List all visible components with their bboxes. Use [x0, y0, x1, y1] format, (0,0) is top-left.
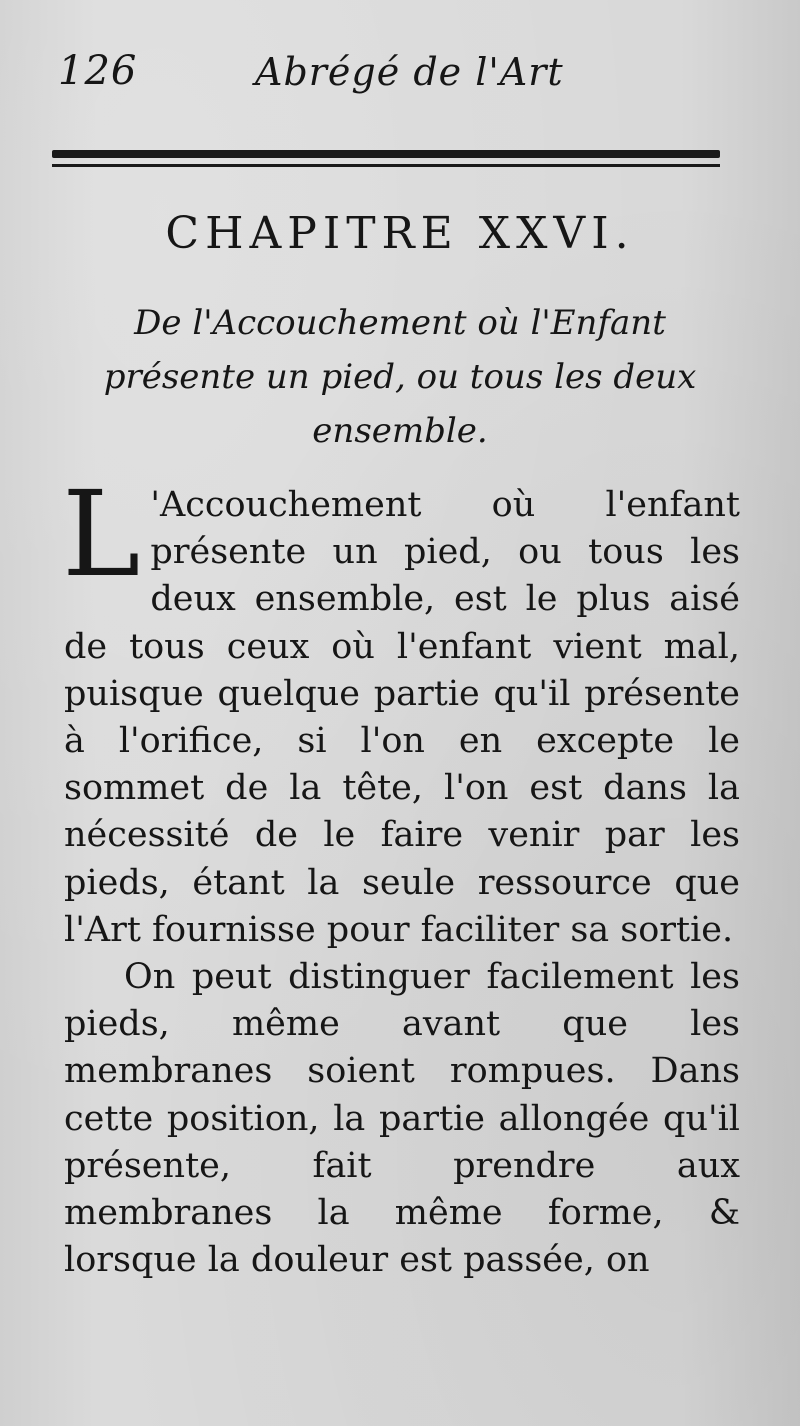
running-header — [0, 48, 800, 108]
page-number: 126 — [58, 48, 138, 94]
paragraph-1 — [62, 465, 740, 954]
chapter-subtitle: De l'Accouchement où l'Enfant présente un pied, ou tous les deux ensemble. — [103, 303, 697, 451]
paragraph-2-text: On peut distinguer facilement les pieds, même avant que les membranes soient rompues. Dans cette position, la partie allongée qu'il présente, fait prendre aux membranes la même forme, & lorsque la douleur est passée, on — [64, 957, 740, 1281]
paragraph-2 — [64, 954, 740, 1284]
header-rule-thin — [52, 164, 720, 167]
paragraph-1-text: 'Accouchement où l'enfant présente un pied, ou tous les deux ensemble, est le plus aisé de tous ceux où l'enfant vient mal, puisque quelque partie qu'il présente à l'orifice, si l'on en excepte le sommet de la tête, l'on est dans la nécessité de le faire venir par les pieds, étant la seule ressource que l'Art fournisse pour faciliter sa sortie. — [64, 485, 740, 950]
drop-cap: L — [62, 465, 141, 603]
chapter-title: CHAPITRE XXVI. — [165, 208, 635, 259]
running-title: Abrégé de l'Art — [255, 50, 564, 94]
header-rule-thick — [52, 150, 720, 158]
body-text — [62, 465, 740, 1284]
